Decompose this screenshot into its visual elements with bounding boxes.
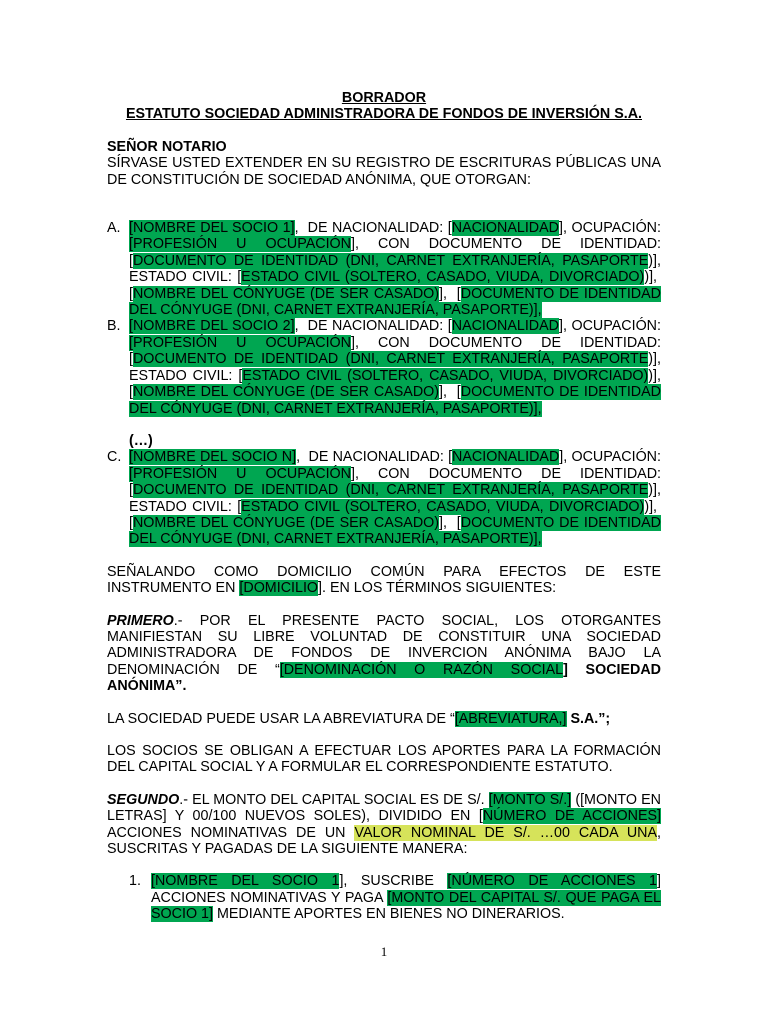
suscripcion-nombre: [NOMBRE DEL SOCIO 1 [151,873,340,890]
suscripcion-num: 1. [129,873,141,890]
socio-a: A. [NOMBRE DEL SOCIO 1], DE NACIONALIDAD: [NACIONALIDAD], OCUPACIÓN: [PROFESIÓN U OCUPACIÓN], CON DOCUMENTO DE IDENTIDAD: [DOCUMENTO DE IDENTIDAD (DNI, CARNET EXTRANJERÍA, PASAPORTE)], ESTADO CIVIL: [ESTADO CIVIL (SOLTERO, CASADO, VIUDA, DIVORCIADO))], [NOMBRE DEL CÓNYUGE (DE SER CASADO)], [DOCUMENTO DE IDENTIDAD DEL CÓNYUGE (DNI, CARNET EXTRANJERÍA, PASAPORTE)], [107,220,662,319]
doc-conyuge-field: DOCUMENTO DE IDENTIDAD DEL CÓNYUGE (DNI, CARNET EXTRANJERÍA, PASAPORTE)], [129,514,661,548]
abreviatura-pre: LA SOCIEDAD PUEDE USAR LA ABREVIATURA DE “ [107,710,455,727]
suscripcion-monto: [MONTO DEL CAPITAL S/. QUE PAGA EL SOCIO 1] [151,889,661,923]
profesion-field: PROFESIÓN U OCUPACIÓN [132,236,352,253]
ellipsis: (…) [129,432,153,449]
domicilio-paragraph [107,564,661,597]
salutation: SEÑOR NOTARIO [107,138,227,155]
segundo-paragraph [107,792,661,858]
socio-nombre: [NOMBRE DEL SOCIO N] [129,449,297,466]
primero-label: PRIMERO [107,612,174,629]
estado-civil-field: ESTADO CIVIL (SOLTERO, CASADO, VIUDA, DIVORCIADO) [241,269,645,286]
estado-label: )], ESTADO CIVIL: [ [129,351,661,384]
estado-label: )], ESTADO CIVIL: [ [129,482,661,515]
conyuge-field: NOMBRE DEL CÓNYUGE (DE SER CASADO) [132,285,440,302]
abreviatura-paragraph [107,711,661,727]
profesion-field: PROFESIÓN U OCUPACIÓN [132,465,352,482]
suscripcion-t1: ], SUSCRIBE [339,873,448,890]
doc-conyuge-field: DOCUMENTO DE IDENTIDAD DEL CÓNYUGE (DNI, CARNET EXTRANJERÍA, PASAPORTE)], [129,285,661,319]
suscripcion-t3: MEDIANTE APORTES EN BIENES NO DINERARIOS. [212,906,565,923]
ocupacion-label: , OCUPACIÓN: [562,220,661,237]
domicilio-field: [DOMICILIO [239,580,319,597]
doc-title-borrador: BORRADOR [341,90,427,106]
primero-text: .- POR EL PRESENTE PACTO SOCIAL, LOS OTORGANTES MANIFIESTAN SU LIBRE VOLUNTAD DE CONSTITUIR UNA SOCIEDAD ADMINISTRADORA DE FONDOS DE INVERCION ANÓNIMA BAJO LA DENOMINACIÓN DE “ [107,612,661,678]
conyuge-field: NOMBRE DEL CÓNYUGE (DE SER CASADO) [132,384,440,401]
estado-civil-field: ESTADO CIVIL (SOLTERO, CASADO, VIUDA, DIVORCIADO) [242,367,649,384]
suscripcion-acciones: [NÚMERO DE ACCIONES 1 [447,873,658,890]
segundo-t2: ([MONTO EN LETRAS] Y 00/100 NUEVOS SOLES), DIVIDIDO EN [ [107,791,661,825]
document-body [107,90,661,923]
estado-civil-field: ESTADO CIVIL (SOLTERO, CASADO, VIUDA, DIVORCIADO) [241,498,645,515]
doc-label: ], CON DOCUMENTO DE IDENTIDAD: [ [129,465,662,499]
denominacion-field: [DENOMINACIÓN O RAZÓN SOCIAL [279,661,564,678]
intro-paragraph: SÍRVASE USTED EXTENDER EN SU REGISTRO DE ESCRITURAS PÚBLICAS UNA DE CONSTITUCIÓN DE SOCIEDAD ANÓNIMA, QUE OTORGAN: [107,155,661,188]
segundo-t3: ACCIONES NOMINATIVAS DE UN [107,824,355,841]
nacionalidad-label: DE NACIONALIDAD: [307,220,448,237]
page-number: 1 [380,944,388,959]
doc-conyuge-field: DOCUMENTO DE IDENTIDAD DEL CÓNYUGE (DNI, CARNET EXTRANJERÍA, PASAPORTE)], [129,384,661,417]
aportes-paragraph: LOS SOCIOS SE OBLIGAN A EFECTUAR LOS APORTES PARA LA FORMACIÓN DEL CAPITAL SOCIAL Y A FORMULAR EL CORRESPONDIENTE ESTATUTO. [107,743,661,776]
doc-label: ], CON DOCUMENTO DE IDENTIDAD: [ [129,236,662,269]
socio-label: C. [107,449,122,466]
domicilio-post: ]. EN LOS TÉRMINOS SIGUIENTES: [318,580,557,597]
domicilio-pre: SEÑALANDO COMO DOMICILIO COMÚN PARA EFECTOS DE ESTE INSTRUMENTO EN [107,563,661,597]
primero-suffix: ] SOCIEDAD ANÓNIMA”. [107,661,661,695]
socio-label: A. [107,220,121,237]
suscripcion-item-1 [129,873,661,922]
socio-nombre: [NOMBRE DEL SOCIO 1] [129,220,295,237]
segundo-t4: , SUSCRITAS Y PAGADAS DE LA SIGUIENTE MANERA: [107,824,662,858]
ocupacion-label: , OCUPACIÓN: [562,318,661,335]
documento-field: DOCUMENTO DE IDENTIDAD (DNI, CARNET EXTRANJERÍA, PASAPORTE [132,252,649,269]
acciones-field: NÚMERO DE ACCIONES] [482,808,662,825]
profesion-field: PROFESIÓN U OCUPACIÓN [132,334,352,351]
abreviatura-post: S.A.”; [566,710,611,727]
socio-c: C. [NOMBRE DEL SOCIO N], DE NACIONALIDAD: [NACIONALIDAD], OCUPACIÓN: [PROFESIÓN U OCUPACIÓN], CON DOCUMENTO DE IDENTIDAD: [DOCUMENTO DE IDENTIDAD (DNI, CARNET EXTRANJERÍA, PASAPORTE)], ESTADO CIVIL: [ESTADO CIVIL (SOLTERO, CASADO, VIUDA, DIVORCIADO))], [NOMBRE DEL CÓNYUGE (DE SER CASADO)], [DOCUMENTO DE IDENTIDAD DEL CÓNYUGE (DNI, CARNET EXTRANJERÍA, PASAPORTE)], [107,449,662,548]
abreviatura-field: [ABREVIATURA,] [454,710,567,727]
nacionalidad-field: NACIONALIDAD [451,318,559,335]
monto-field: [MONTO S/.] [488,791,572,808]
socio-nombre: [NOMBRE DEL SOCIO 2] [129,318,295,335]
documento-field: DOCUMENTO DE IDENTIDAD (DNI, CARNET EXTRANJERÍA, PASAPORTE [132,482,649,499]
nacionalidad-label: DE NACIONALIDAD: [307,318,448,335]
doc-label: ], CON DOCUMENTO DE IDENTIDAD: [ [129,334,662,368]
nacionalidad-label: DE NACIONALIDAD: [308,449,449,466]
segundo-label: SEGUNDO [107,791,180,808]
valor-nominal-field: VALOR NOMINAL DE S/. …00 CADA UNA [354,824,658,841]
ocupacion-label: , OCUPACIÓN: [563,449,661,466]
conyuge-field: NOMBRE DEL CÓNYUGE (DE SER CASADO) [132,514,440,531]
socio-b: B. [NOMBRE DEL SOCIO 2], DE NACIONALIDAD: [NACIONALIDAD], OCUPACIÓN: [PROFESIÓN U OCUPACIÓN], CON DOCUMENTO DE IDENTIDAD: [DOCUMENTO DE IDENTIDAD (DNI, CARNET EXTRANJERÍA, PASAPORTE)], ESTADO CIVIL: [ESTADO CIVIL (SOLTERO, CASADO, VIUDA, DIVORCIADO))],[NOMBRE DEL CÓNYUGE (DE SER CASADO)], [DOCUMENTO DE IDENTIDAD DEL CÓNYUGE (DNI, CARNET EXTRANJERÍA, PASAPORTE)], [107,318,662,417]
nacionalidad-field: NACIONALIDAD [452,449,560,466]
documento-field: DOCUMENTO DE IDENTIDAD (DNI, CARNET EXTRANJERÍA, PASAPORTE [132,351,649,368]
primero-paragraph [107,613,661,695]
nacionalidad-field: NACIONALIDAD [451,220,559,237]
doc-title-estatuto: ESTATUTO SOCIEDAD ADMINISTRADORA DE FONDOS DE INVERSIÓN S.A. [125,106,643,123]
suscripcion-t2: ] ACCIONES NOMINATIVAS Y PAGA [151,873,661,906]
estado-label: )], ESTADO CIVIL: [ [129,252,661,286]
socio-label: B. [107,318,121,335]
segundo-t1: .- EL MONTO DEL CAPITAL SOCIAL ES DE S/. [179,791,489,808]
